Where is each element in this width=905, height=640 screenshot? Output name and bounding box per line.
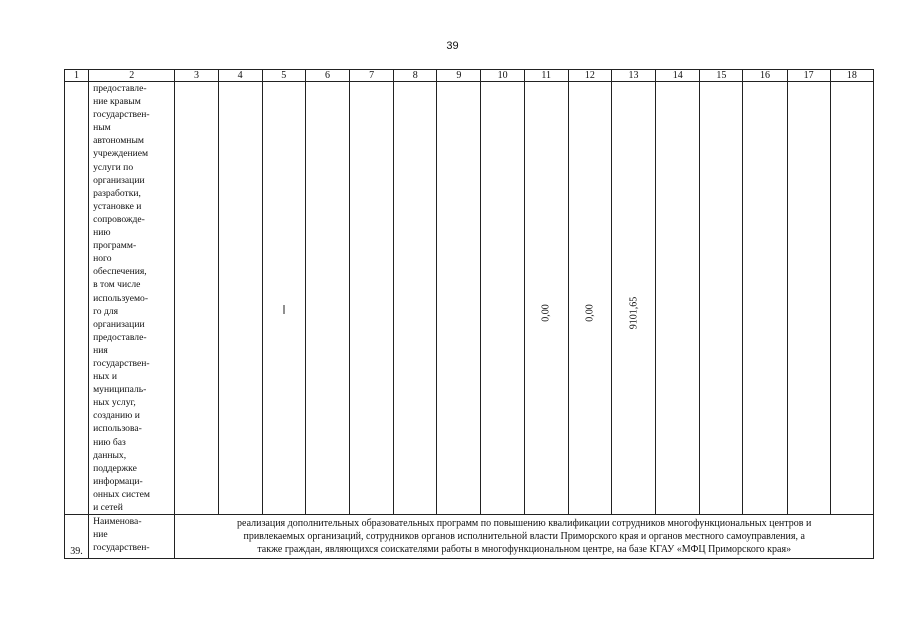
text-line: информаци-	[93, 475, 143, 487]
text-line: сопровожде-	[93, 213, 145, 225]
header-cell: 2	[89, 70, 175, 82]
text-line: также граждан, являющихся соискателями работы в многофункциональном центре, на базе КГАУ «МФЦ Приморского края»	[257, 544, 792, 556]
text-line: предоставле-	[93, 331, 147, 343]
text-line: го для	[93, 305, 119, 317]
text-line: учреждением	[93, 148, 149, 160]
table-cell	[830, 82, 873, 515]
header-cell: 7	[350, 70, 394, 82]
table-cell	[787, 82, 830, 515]
table-cell	[611, 82, 655, 515]
description-text	[93, 82, 173, 514]
header-cell: 10	[481, 70, 524, 82]
text-line: организации	[93, 318, 145, 330]
text-line: данных,	[93, 449, 127, 461]
header-cell: 14	[656, 70, 700, 82]
header-row	[65, 70, 874, 82]
text-line: ных и	[93, 371, 117, 383]
merged-description-cell	[175, 515, 874, 559]
table-row	[65, 82, 874, 515]
description-cell	[89, 82, 175, 515]
text-line: организации	[93, 174, 145, 186]
table-cell	[743, 82, 787, 515]
text-line: муниципаль-	[93, 384, 147, 396]
header-cell: 4	[218, 70, 262, 82]
text-line: установке и	[93, 200, 142, 212]
table-cell	[175, 82, 218, 515]
table-cell	[394, 82, 437, 515]
row-number-cell	[65, 82, 89, 515]
merged-text	[179, 517, 869, 556]
table-cell	[262, 82, 305, 515]
table-cell	[350, 82, 394, 515]
text-line: автономным	[93, 135, 144, 147]
text-line: государствен-	[93, 109, 150, 121]
text-line: используемо-	[93, 292, 149, 304]
text-line: ных услуг,	[93, 397, 136, 409]
text-line: ным	[93, 122, 111, 134]
text-line: онных систем	[93, 488, 150, 500]
text-line: услуги по	[93, 161, 134, 173]
value-col11: 0,00	[540, 304, 552, 322]
text-line: нию	[93, 227, 111, 239]
header-cell: 8	[394, 70, 437, 82]
text-line: программ-	[93, 240, 137, 252]
header-cell: 3	[175, 70, 218, 82]
table-cell	[568, 82, 611, 515]
header-cell: 6	[305, 70, 349, 82]
table-cell	[524, 82, 568, 515]
text-line: государствен-	[93, 542, 150, 554]
table-cell	[305, 82, 349, 515]
table-cell	[481, 82, 524, 515]
page-number: 39	[446, 40, 459, 52]
value-col13: 9101,65	[628, 296, 640, 330]
header-cell: 18	[830, 70, 873, 82]
text-line: ния	[93, 344, 108, 356]
data-table	[64, 69, 874, 559]
text-line: реализация дополнительных образовательных программ по повышению квалификации сотрудников многофункциональных центров и	[237, 518, 812, 530]
text-line: поддержке	[93, 462, 137, 474]
text-line: нию баз	[93, 436, 126, 448]
text-line: Наименова-	[93, 516, 142, 528]
value-mark	[283, 305, 284, 314]
table-cell	[656, 82, 700, 515]
text-line: государствен-	[93, 357, 150, 369]
description-cell	[89, 515, 175, 559]
value-col12: 0,00	[584, 304, 596, 322]
table-cell	[437, 82, 481, 515]
text-line: ние	[93, 529, 108, 541]
header-cell: 5	[262, 70, 305, 82]
text-line: обеспечения,	[93, 266, 147, 278]
text-line: разработки,	[93, 187, 141, 199]
text-line: созданию и	[93, 410, 140, 422]
header-cell: 11	[524, 70, 568, 82]
header-cell: 16	[743, 70, 787, 82]
text-line: предоставле-	[93, 83, 147, 94]
header-cell: 15	[700, 70, 743, 82]
text-line: ние кравым	[93, 96, 141, 108]
table-cell	[218, 82, 262, 515]
text-line: использова-	[93, 423, 142, 435]
text-line: привлекаемых организаций, сотрудников органов исполнительной власти Приморского края и органов местного самоуправления, а	[243, 531, 805, 543]
text-line: ного	[93, 253, 112, 265]
description-text	[93, 515, 173, 554]
text-line: в том числе	[93, 279, 141, 291]
header-cell: 9	[437, 70, 481, 82]
header-cell: 17	[787, 70, 830, 82]
header-cell: 13	[611, 70, 655, 82]
header-cell: 1	[65, 70, 89, 82]
text-line: и сетей	[93, 502, 123, 513]
header-cell: 12	[568, 70, 611, 82]
table-cell	[700, 82, 743, 515]
table-row	[65, 515, 874, 559]
row-number-cell: 39.	[65, 515, 89, 559]
